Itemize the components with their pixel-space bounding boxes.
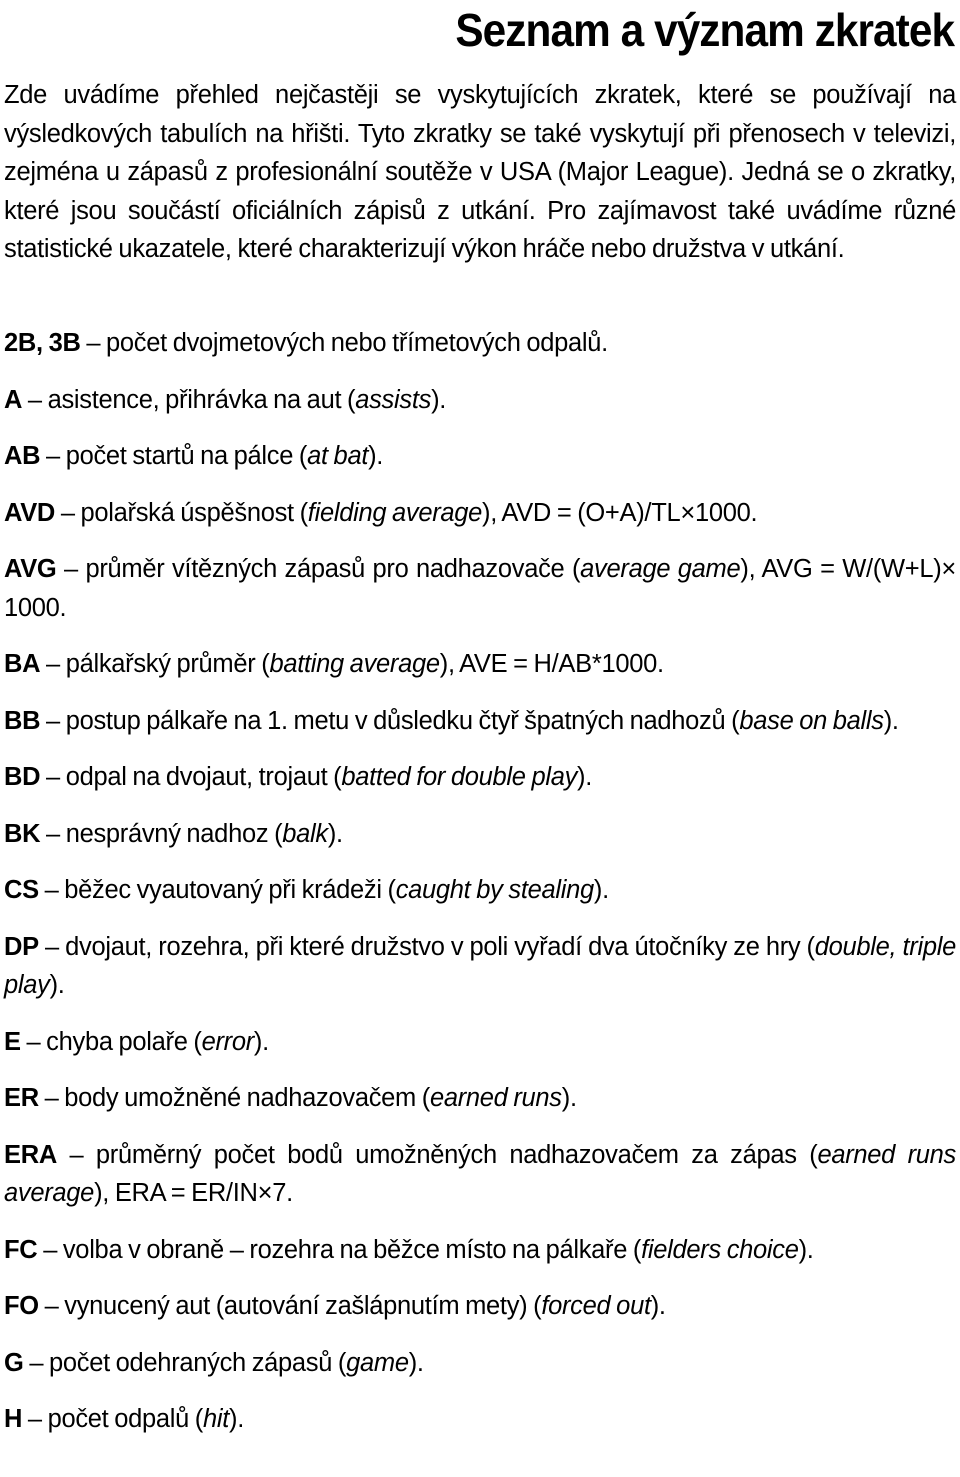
- abbreviation-code: BB: [4, 706, 41, 735]
- description-suffix: ).: [368, 442, 384, 470]
- separator-dash: –: [40, 442, 66, 470]
- abbreviation-description: body umožněné nadhazovačem (: [64, 1084, 430, 1112]
- description-suffix: ).: [650, 1292, 666, 1320]
- abbreviation-code: FO: [4, 1292, 39, 1320]
- description-suffix: ), AVG = W/(W+L)× 1000.: [4, 555, 957, 622]
- abbreviation-description: polařská úspěšnost (: [80, 498, 308, 527]
- english-term: double, triple play: [4, 932, 956, 999]
- separator-dash: –: [56, 1140, 96, 1169]
- abbreviation-code: AVD: [4, 498, 56, 527]
- english-term: forced out: [541, 1292, 651, 1320]
- abbreviation-entry: [4, 550, 956, 627]
- abbreviation-description: počet startů na pálce (: [65, 442, 308, 470]
- description-suffix: ).: [253, 1027, 269, 1056]
- abbreviation-code: E: [4, 1027, 21, 1056]
- description-suffix: ).: [49, 971, 65, 999]
- separator-dash: –: [20, 1027, 47, 1056]
- abbreviation-description: asistence, přihrávka na aut (: [47, 385, 356, 414]
- abbreviation-entry: [4, 645, 956, 684]
- abbreviation-entry: [4, 494, 956, 533]
- abbreviation-code: 2B, 3B: [4, 329, 81, 357]
- page-title: Seznam a význam zkratek: [455, 4, 954, 56]
- english-term: caught by stealing: [395, 876, 594, 904]
- english-term: earned runs average: [4, 1140, 956, 1207]
- english-term: fielders choice: [641, 1235, 799, 1264]
- abbreviation-description: volba v obraně – rozehra na běžce místo na pálkaře (: [62, 1235, 642, 1264]
- abbreviation-code: H: [4, 1405, 23, 1433]
- abbreviation-description: průměr vítězných zápasů pro nadhazovače (: [85, 555, 581, 583]
- description-suffix: ), AVE = H/AB*1000.: [439, 650, 664, 678]
- abbreviation-code: BK: [4, 819, 41, 848]
- abbreviation-description: počet odpalů (: [47, 1405, 203, 1433]
- separator-dash: –: [40, 763, 66, 791]
- separator-dash: –: [40, 706, 66, 735]
- english-term: fielding average: [307, 498, 483, 527]
- separator-dash: –: [55, 498, 81, 527]
- separator-dash: –: [40, 819, 66, 848]
- separator-dash: –: [22, 385, 48, 414]
- separator-dash: –: [23, 1348, 49, 1377]
- separator-dash: –: [37, 1235, 63, 1264]
- description-suffix: ).: [798, 1235, 814, 1264]
- description-suffix: ), ERA = ER/IN×7.: [94, 1179, 293, 1207]
- abbreviation-code: DP: [4, 932, 39, 961]
- abbreviation-description: počet dvojmetových nebo třímetových odpalů.: [106, 329, 608, 357]
- separator-dash: –: [56, 555, 86, 583]
- english-term: average game: [580, 555, 741, 583]
- abbreviation-code: G: [4, 1348, 24, 1377]
- english-term: error: [201, 1027, 254, 1056]
- abbreviation-entry: [4, 758, 956, 797]
- separator-dash: –: [38, 1292, 65, 1320]
- abbreviation-description: pálkařský průměr (: [65, 650, 270, 678]
- description-suffix: ).: [883, 706, 899, 735]
- separator-dash: –: [22, 1405, 48, 1433]
- english-term: batted for double play: [341, 763, 578, 791]
- abbreviation-description: dvojaut, rozehra, při které družstvo v poli vyřadí dva útočníky ze hry (: [65, 932, 815, 961]
- description-suffix: ).: [431, 385, 447, 414]
- abbreviation-description: počet odehraných zápasů (: [49, 1348, 347, 1377]
- english-term: base on balls: [739, 706, 884, 735]
- abbreviation-entry: [4, 1136, 956, 1213]
- abbreviation-entry: [4, 871, 956, 910]
- description-suffix: ), AVD = (O+A)/TL×1000.: [482, 498, 758, 527]
- description-suffix: ).: [577, 763, 593, 791]
- english-term: balk: [282, 819, 328, 848]
- separator-dash: –: [38, 876, 65, 904]
- description-suffix: ).: [561, 1084, 577, 1112]
- abbreviation-entry: [4, 1079, 956, 1118]
- abbreviation-entry: [4, 1344, 956, 1383]
- abbreviation-description: průměrný počet bodů umožněných nadhazovačem za zápas (: [95, 1140, 818, 1169]
- separator-dash: –: [40, 650, 66, 678]
- abbreviation-entry: [4, 928, 956, 1005]
- abbreviation-code: A: [4, 385, 23, 414]
- abbreviation-entry: [4, 1287, 956, 1326]
- abbreviation-entry: [4, 702, 956, 741]
- abbreviation-code: ER: [4, 1084, 39, 1112]
- abbreviation-code: BD: [4, 763, 41, 791]
- description-suffix: ).: [229, 1405, 245, 1433]
- english-term: hit: [203, 1405, 230, 1433]
- abbreviation-description: nesprávný nadhoz (: [65, 819, 283, 848]
- abbreviation-code: BA: [4, 650, 41, 678]
- intro-paragraph: Zde uvádíme přehled nejčastěji se vyskytujících zkratek, které se používají na výsledkových tabulích na hřišti. Tyto zkratky se také vyskytují při přenosech v televizi, zejména u zápasů z profesionální soutěže v USA (Major League). Jedná se o zkratky, které jsou součástí oficiálních zápisů z utkání. Pro zajímavost také uvádíme různé statistické ukazatele, které charakterizují výkon hráče nebo družstva v utkání.: [4, 81, 956, 263]
- english-term: game: [346, 1348, 409, 1377]
- abbreviation-description: běžec vyautovaný při krádeži (: [64, 876, 396, 904]
- abbreviation-description: chyba polaře (: [46, 1027, 202, 1056]
- description-suffix: ).: [593, 876, 609, 904]
- abbreviation-entry: [4, 324, 956, 363]
- separator-dash: –: [38, 1084, 65, 1112]
- description-suffix: ).: [327, 819, 343, 848]
- abbreviation-entry: [4, 1231, 956, 1270]
- english-term: earned runs: [429, 1084, 562, 1112]
- abbreviation-code: FC: [4, 1235, 38, 1264]
- abbreviation-description: vynucený aut (autování zašlápnutím mety) (: [64, 1292, 542, 1320]
- abbreviation-entry: [4, 1400, 956, 1439]
- separator-dash: –: [80, 329, 107, 357]
- description-suffix: ).: [408, 1348, 424, 1377]
- abbreviation-code: CS: [4, 876, 39, 904]
- abbreviation-entry: [4, 437, 956, 476]
- abbreviation-code: AVG: [4, 555, 57, 583]
- abbreviation-description: postup pálkaře na 1. metu v důsledku čtyř špatných nadhozů (: [65, 706, 740, 735]
- abbreviation-list: [4, 324, 956, 1457]
- abbreviation-entry: [4, 1023, 956, 1062]
- abbreviation-entry: [4, 815, 956, 854]
- abbreviation-description: odpal na dvojaut, trojaut (: [65, 763, 342, 791]
- abbreviation-entry: [4, 381, 956, 420]
- abbreviation-code: AB: [4, 442, 41, 470]
- english-term: at bat: [307, 442, 369, 470]
- english-term: batting average: [269, 650, 440, 678]
- english-term: assists: [355, 385, 432, 414]
- separator-dash: –: [38, 932, 66, 961]
- abbreviation-code: ERA: [4, 1140, 57, 1169]
